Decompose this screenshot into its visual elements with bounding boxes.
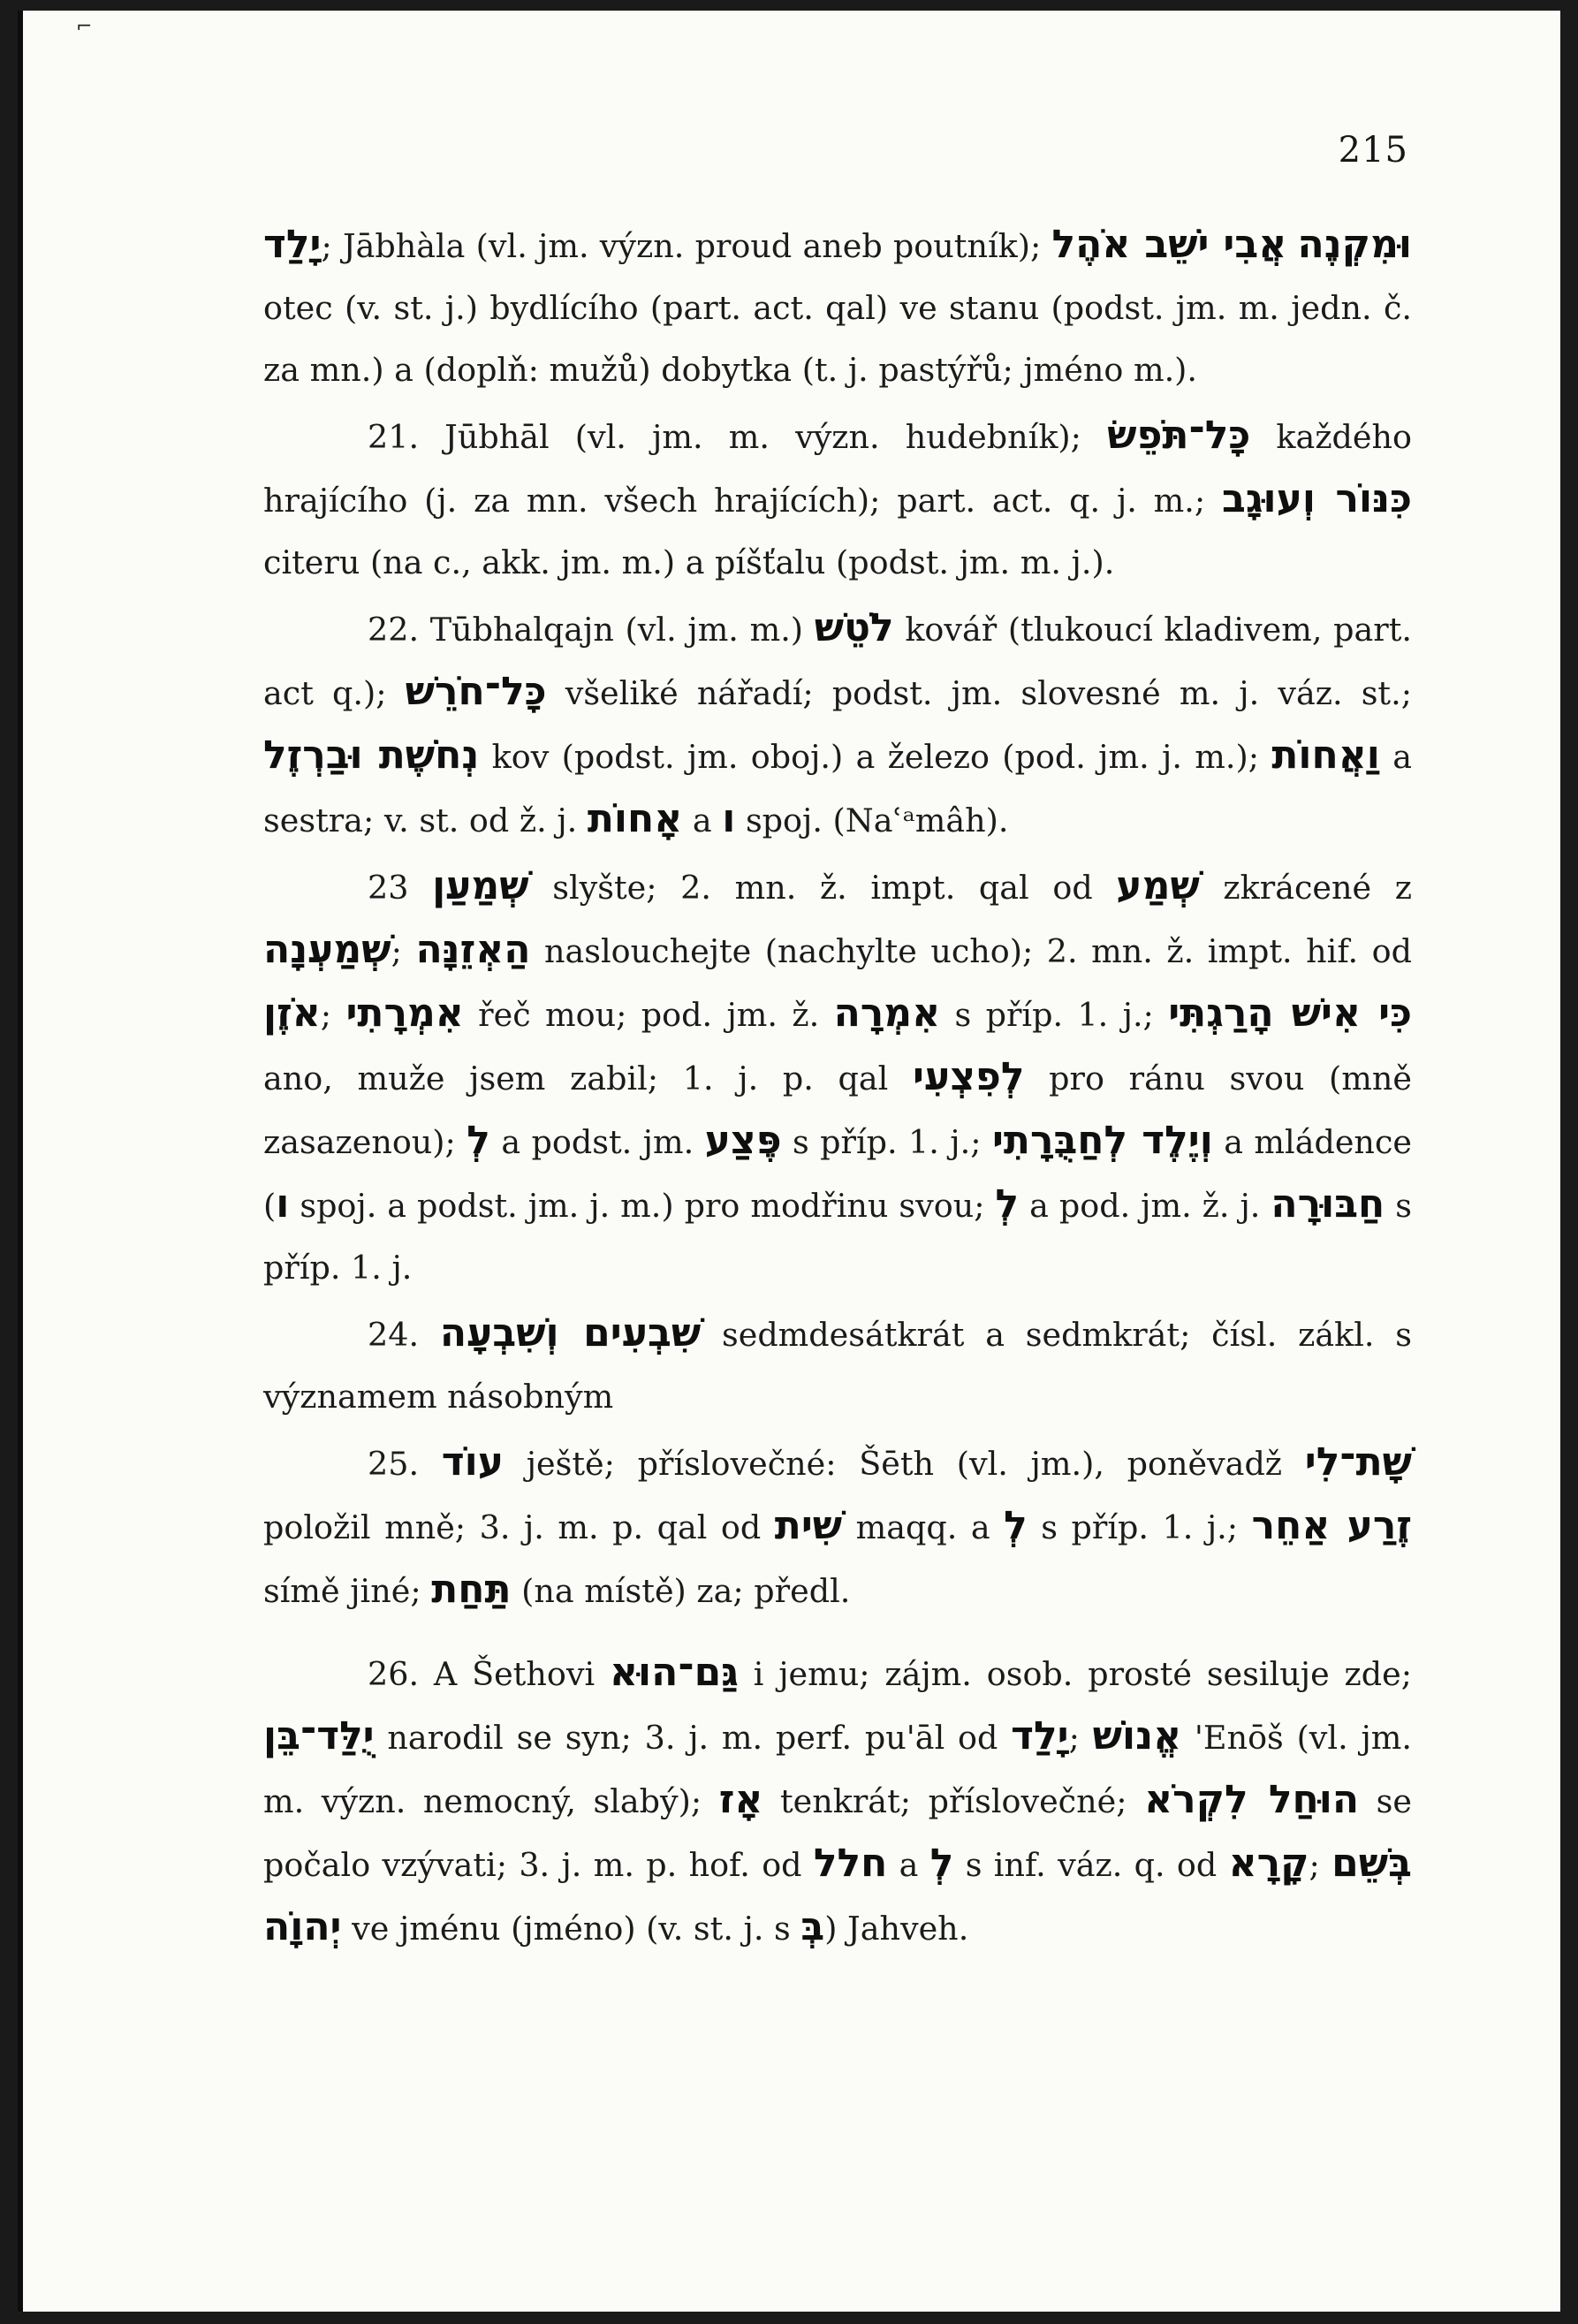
commentary-segment: s příp. 1. j.; [1027,1508,1252,1546]
commentary-segment: ; [391,932,416,970]
commentary-segment: 25. [368,1445,442,1483]
hebrew-term: תַּחַת [431,1567,512,1612]
commentary-segment: řeč mou; pod. jm. ž. [463,996,834,1034]
hebrew-term: הוּחַל לִקְרֹא [1144,1777,1360,1822]
commentary-segment: 22. Tūbhalqajn (vl. jm. m.) [368,611,815,649]
commentary-segment: 'Enōš (vl. jm. m. význ. nemocný, slabý); [263,1719,1413,1820]
commentary-segment: kovář (tlukoucí kladivem, part. act q.); [263,611,1412,712]
commentary-segment: s příp. 1. j. [263,1187,1412,1287]
paragraph-p22 [263,597,1412,852]
hebrew-term: אֲבִי יֹשֵׁב אֹהֶל [1051,222,1287,267]
commentary-segment: (na místě) za; předl. [511,1572,851,1610]
scan-artifact-mark: ⌐ [76,16,93,38]
commentary-segment: ve jménu (jméno) (v. st. j. s [341,1910,801,1948]
paragraph-p20 [263,214,1412,401]
hebrew-term: ו [276,1181,290,1227]
commentary-segment: a pod. jm. ž. j. [1019,1187,1271,1225]
hebrew-term: הַאְזֵנָּה [415,927,531,972]
hebrew-term: יֻלַּד־בֵּן [263,1713,375,1758]
hebrew-term: שִׁית [774,1503,843,1548]
commentary-segment: 26. A Šethovi [368,1655,610,1693]
commentary-segment: a sestra; v. st. od ž. j. [263,738,1412,839]
commentary-segment: i jemu; zájm. osob. prosté sesiluje zde; [738,1655,1412,1693]
commentary-segment: spoj. (Naʿᵃmâh). [735,801,1009,839]
hebrew-term: בְּשֵׁם יְהוָֹה [263,1841,1413,1949]
commentary-segment: slyšte; 2. mn. ž. impt. qal od [528,869,1117,907]
hebrew-term: יָלַד [1011,1713,1069,1758]
hebrew-term: חַבּוּרָה [1271,1181,1385,1227]
hebrew-term: עוֹד [441,1439,505,1485]
commentary-segment: otec (v. st. j.) bydlícího (part. act. qal) ve stanu (podst. jm. m. jedn. č. za mn.) a (doplň: mužů) dobytka (t. j. pastýřů; jméno m.). [263,289,1412,389]
commentary-segment: kov (podst. jm. oboj.) a železo (pod. jm. j. m.); [479,738,1272,776]
paragraph-p23 [263,855,1412,1299]
hebrew-term: אִמְרָה [833,991,941,1036]
commentary-segment: zkrácené z [1199,869,1412,907]
commentary-segment: spoj. a podst. jm. j. m.) pro modřinu svou; [289,1187,996,1225]
hebrew-term: לֹטֵשׁ [814,605,894,650]
commentary-segment: naslouchejte (nachylte ucho); 2. mn. ž. impt. hif. od [530,932,1412,970]
commentary-segment: a mládence ( [263,1123,1412,1225]
commentary-segment: ano, muže jsem zabil; 1. j. p. qal [263,1059,913,1097]
hebrew-term: כִּי אִישׁ הָרַגְתִּי [1168,991,1412,1036]
commentary-segment: ještě; příslovečné: Šēth (vl. jm.), poněvadž [504,1445,1305,1483]
hebrew-term: בְּ [800,1904,825,1949]
hebrew-term: שָׁת־לִי [1304,1439,1412,1485]
commentary-text [263,214,1412,1963]
paragraph-p25 [263,1432,1412,1622]
hebrew-term: אָז [718,1777,763,1822]
hebrew-term: וְיֶלֶד לְחַבֻּרָתִי [991,1118,1213,1163]
hebrew-term: אָחוֹת [587,796,683,841]
hebrew-term: יָלַד [263,222,322,267]
commentary-segment: s inf. váz. q. od [953,1846,1229,1884]
hebrew-term: שְׁמַע [1116,863,1200,908]
hebrew-term: פֶּצַע [704,1118,782,1163]
commentary-segment: símě jiné; [263,1572,432,1610]
hebrew-term: חלל [813,1841,888,1886]
commentary-segment: tenkrát; příslovečné; [762,1782,1145,1820]
hebrew-term: שְׁמַעַן [432,863,529,908]
hebrew-term: כָּל־חֹרֵשׁ [405,669,547,714]
hebrew-term: ו [722,796,736,841]
page-number: 215 [1338,130,1408,171]
commentary-segment: a podst. jm. [489,1123,705,1161]
hebrew-term: לְ [929,1841,954,1886]
commentary-segment: ; [1068,1719,1093,1757]
hebrew-term: כִּנּוֹר וְעוּגָב [1222,476,1412,521]
hebrew-term: אֹזֶן [263,991,321,1036]
hebrew-term: שִׁבְעִים וְשִׁבְעָה [439,1310,702,1356]
hebrew-term: וּמִקְנֶה [1297,222,1413,267]
commentary-segment: s příp. 1. j.; [940,996,1169,1034]
hebrew-term: זֶרַע אַחֵר [1251,1503,1412,1548]
hebrew-term: כָּל־תֹּפֵשׂ [1107,413,1251,458]
hebrew-term: וַאֲחוֹת [1271,733,1380,778]
commentary-segment: citeru (na c., akk. jm. m.) a píšťalu (podst. jm. m. j.). [263,543,1115,581]
commentary-segment: ) Jahveh. [824,1910,969,1948]
hebrew-term: שְׁמַעְנָה [263,927,391,972]
commentary-segment [1286,227,1297,265]
commentary-segment: 24. [368,1316,440,1354]
hebrew-term: לְ [467,1118,490,1163]
commentary-segment: ; [1309,1846,1332,1884]
commentary-segment: a [887,1846,930,1884]
commentary-segment: ; Jābhàla (vl. jm. význ. proud aneb poutník); [321,227,1052,265]
hebrew-term: לְ [995,1181,1020,1227]
commentary-segment: narodil se syn; 3. j. m. perf. pu'āl od [374,1719,1012,1757]
book-page [18,11,1560,2312]
commentary-segment: všeliké nářadí; podst. jm. slovesné m. j. váz. st.; [546,674,1412,712]
paragraph-p24 [263,1303,1412,1428]
hebrew-term: נְחֹשֶׁת וּבַרְזֶל [263,733,480,778]
commentary-segment: ; [320,996,346,1034]
commentary-segment: 21. Jūbhāl (vl. jm. m. význ. hudebník); [368,418,1108,456]
commentary-segment: 23 [368,869,433,907]
hebrew-term: לְ [1004,1503,1028,1548]
commentary-segment: s příp. 1. j.; [781,1123,992,1161]
commentary-segment: a [682,801,723,839]
hebrew-term: לְפִצְעִי [913,1054,1025,1099]
paragraph-p21 [263,405,1412,594]
commentary-segment: maqq. a [842,1508,1005,1546]
hebrew-term: גַּם־הוּא [609,1650,739,1695]
hebrew-term: קָרָא [1228,1841,1309,1886]
paragraph-p26 [263,1642,1412,1960]
commentary-segment: každého hrajícího (j. za mn. všech hrajících); part. act. q. j. m.; [263,418,1412,520]
commentary-segment: se počalo vzývati; 3. j. m. p. hof. od [263,1782,1412,1884]
commentary-segment: položil mně; 3. j. m. p. qal od [263,1508,775,1546]
commentary-segment: sedmdesátkrát a sedmkrát; čísl. zákl. s významem násobným [263,1316,1413,1416]
hebrew-term: אִמְרָתִי [345,991,464,1036]
hebrew-term: אֱנוֹשׁ [1092,1713,1182,1758]
commentary-segment: pro ránu svou (mně zasazenou); [263,1059,1413,1161]
